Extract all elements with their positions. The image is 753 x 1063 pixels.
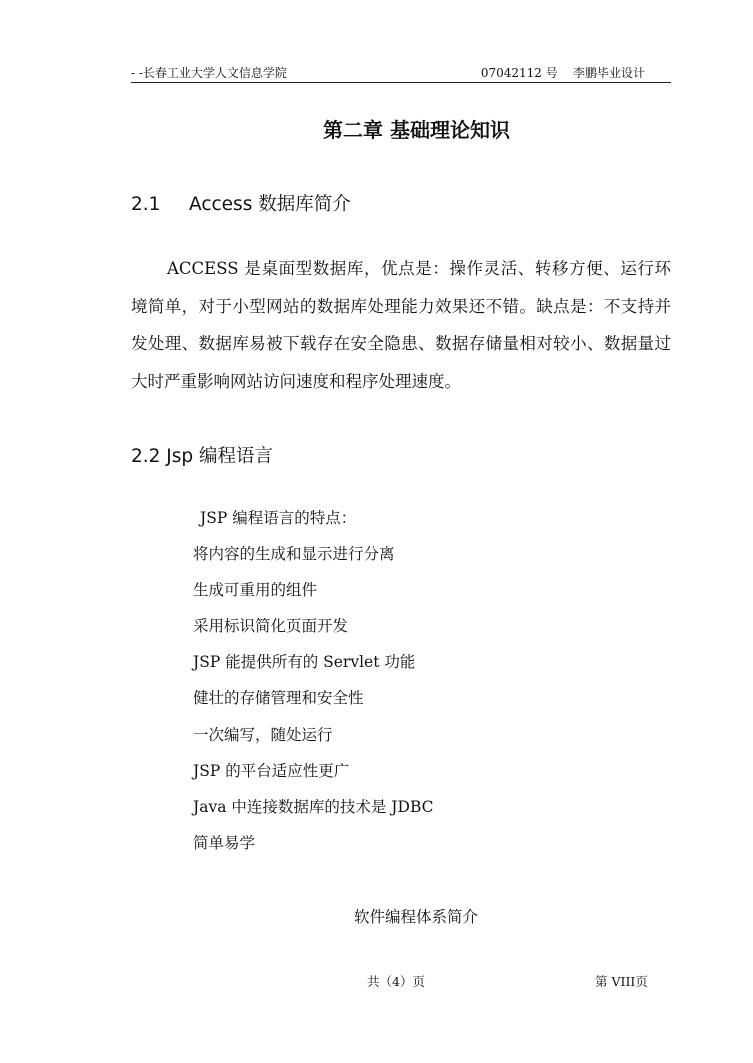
list-item: 一次编写，随处运行 (193, 725, 333, 744)
list-item: JSP 能提供所有的 Servlet 功能 (193, 653, 416, 672)
jsp-features-list (193, 503, 434, 864)
access-paragraph: ACCESS 是桌面型数据库，优点是：操作灵活、转移方便、运行环境简单，对于小型网站的数据库处理能力效果还不错。缺点是：不支持并发处理、数据库易被下载存在安全隐患、数据存储量相对较小、数据量过大时严重影响网站访问速度和程序处理速度。 (131, 259, 671, 391)
section-heading-2-1 (131, 190, 351, 216)
list-item: 健壮的存储管理和安全性 (193, 689, 364, 708)
section-title: Access 数据库简介 (189, 194, 351, 215)
list-item: Java 中连接数据库的技术是 JDBC (193, 797, 434, 816)
list-item: JSP 的平台适应性更广 (193, 761, 350, 780)
figure-caption: 软件编程体系简介 (354, 908, 479, 926)
list-item: 简单易学 (193, 833, 256, 852)
list-item: 采用标识简化页面开发 (193, 617, 349, 636)
header-institution: - -长春工业大学人文信息学院 (131, 66, 287, 80)
footer-page-number: 第 VIII页 (595, 974, 648, 989)
list-item: JSP 编程语言的特点： (200, 509, 357, 527)
section-heading-2-2: 2.2 Jsp 编程语言 (131, 446, 274, 467)
list-item: 生成可重用的组件 (193, 581, 318, 600)
chapter-title: 第二章 基础理论知识 (323, 118, 510, 142)
footer-page-count: 共（4）页 (367, 974, 425, 989)
section-number: 2.1 (131, 194, 161, 215)
header-author-info: 07042112 号 李鹏毕业设计 (480, 66, 645, 80)
page-header (131, 62, 671, 83)
list-item: 将内容的生成和显示进行分离 (193, 545, 395, 564)
